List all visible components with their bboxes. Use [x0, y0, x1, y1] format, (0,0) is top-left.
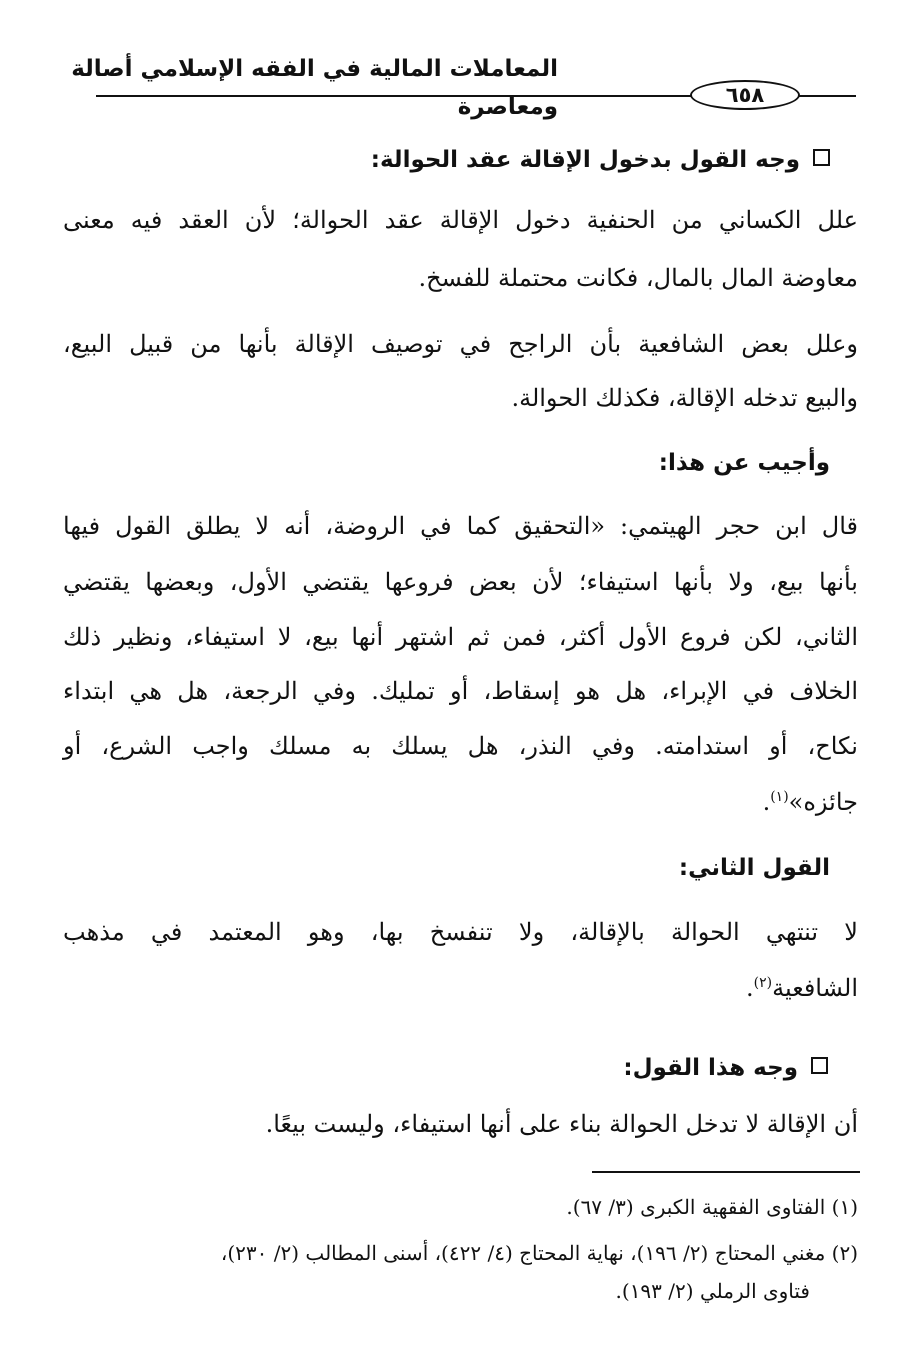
- checkbox-icon: [813, 149, 830, 166]
- running-title: المعاملات المالية في الفقه الإسلامي أصالة ومعاصرة: [71, 56, 558, 120]
- paragraph-line: الثاني، لكن فروع الأول أكثر، فمن ثم اشتهر أنها بيع، لا استيفاء، ونظير ذلك: [63, 623, 858, 651]
- section-heading: القول الثاني:: [678, 855, 830, 881]
- footnote-ref-1: (١): [770, 789, 789, 805]
- paragraph-line: قال ابن حجر الهيتمي: «التحقيق كما في الروضة، أنه لا يطلق القول فيها: [63, 512, 858, 540]
- paragraph-line: معاوضة المال بالمال، فكانت محتملة للفسخ.: [418, 264, 858, 292]
- checkbox-icon: [811, 1057, 828, 1074]
- paragraph-line: وعلل بعض الشافعية بأن الراجح في توصيف الإقالة بأنها من قبيل البيع،: [63, 330, 858, 358]
- paragraph-line: نكاح، أو استدامته. وفي النذر، هل يسلك به مسلك واجب الشرع، أو: [63, 732, 858, 760]
- section-heading: وأجيب عن هذا:: [658, 450, 830, 476]
- paragraph-line: لا تنتهي الحوالة بالإقالة، ولا تنفسخ بها، وهو المعتمد في مذهب: [63, 918, 858, 946]
- paragraph-line: [763, 782, 858, 822]
- paragraph-line: أن الإقالة لا تدخل الحوالة بناء على أنها استيفاء، وليست بيعًا.: [265, 1110, 858, 1138]
- paragraph-line: الخلاف في الإبراء، هل هو إسقاط، أو تمليك. وفي الرجعة، هل هي ابتداء: [63, 677, 858, 705]
- footnote-2-continued: فتاوى الرملي (٢/ ١٩٣).: [615, 1279, 810, 1303]
- sentence-end: .: [746, 974, 754, 1002]
- paragraph-line: [746, 968, 858, 1008]
- section-heading: وجه القول بدخول الإقالة عقد الحوالة:: [370, 147, 800, 173]
- paragraph-line: بأنها بيع، ولا بأنها استيفاء؛ لأن بعض فروعها يقتضي الأول، وبعضها يقتضي: [63, 568, 858, 596]
- paragraph-line: والبيع تدخله الإقالة، فكذلك الحوالة.: [511, 384, 858, 412]
- section-heading: وجه هذا القول:: [623, 1055, 798, 1081]
- paragraph-line: علل الكساني من الحنفية دخول الإقالة عقد الحوالة؛ لأن العقد فيه معنى: [63, 206, 858, 234]
- sentence-end: .: [762, 788, 771, 816]
- footnote-ref-2: (٢): [753, 975, 773, 991]
- paragraph-text: الشافعية: [772, 974, 858, 1002]
- footnote-2: (٢) مغني المحتاج (٢/ ١٩٦)، نهاية المحتاج (٤/ ٤٢٢)، أسنى المطالب (٢/ ٢٣٠)،: [220, 1241, 858, 1265]
- page-number: ٦٥٨: [690, 80, 800, 110]
- paragraph-text: جائزه»: [788, 788, 858, 816]
- footnote-rule: [592, 1171, 860, 1173]
- footnote-1: (١) الفتاوى الفقهية الكبرى (٣/ ٦٧).: [566, 1195, 858, 1219]
